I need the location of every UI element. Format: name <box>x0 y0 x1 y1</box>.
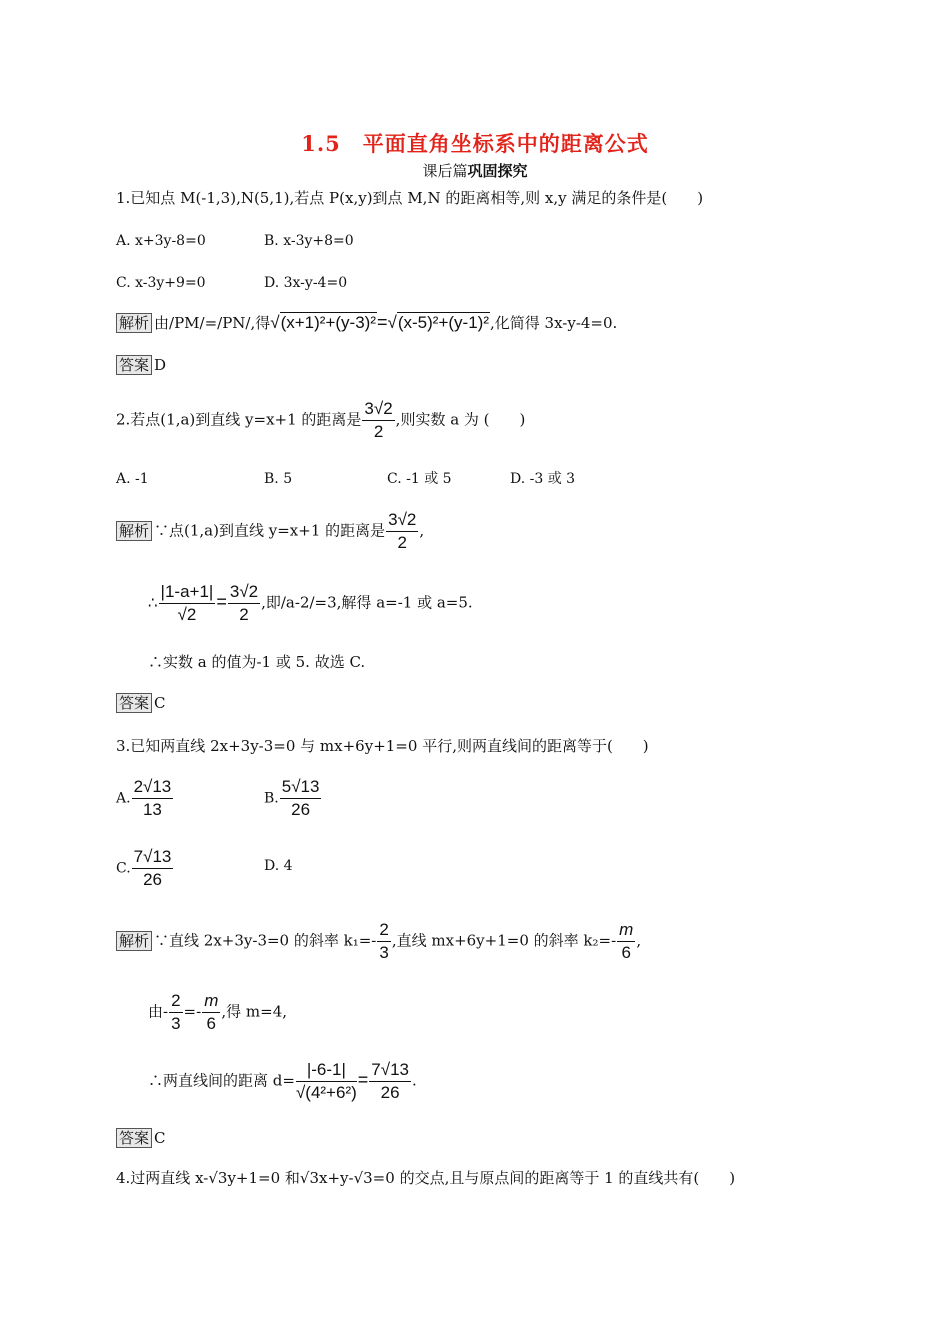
q2-sol1-fraction: $\frac{3√2}{2}$ <box>388 510 417 552</box>
q1-option-d: D. 3x-y-4=0 <box>264 275 348 291</box>
q3-stem: 3.已知两直线 2x+3y-3=0 与 mx+6y+1=0 平行,则两直线间的距离等于( ) <box>116 737 649 755</box>
q2-sol2-fraction-right: $\frac{3√2}{2}$ <box>229 582 259 624</box>
q2-stem-pre: 2.若点(1,a)到直线 y=x+1 的距离是 <box>116 410 362 429</box>
q2-stem-post: ,则实数 a 为 ( ) <box>395 410 526 429</box>
q3-option-b-fraction: $\frac{5√13}{26}$ <box>281 777 320 819</box>
answer-tag: 答案 <box>116 1128 152 1148</box>
q3-sol3-fraction-right: $\frac{7√13}{26}$ <box>371 1060 409 1102</box>
q2-option-b: B. 5 <box>264 471 293 487</box>
q2-answer-value: C <box>154 694 166 712</box>
q1-sol-radical-2: √(x-5)²+(y-1)² <box>387 313 489 332</box>
q2-solution-1 <box>116 509 424 554</box>
q2-option-c: C. -1 或 5 <box>387 471 452 487</box>
q2-option-d: D. -3 或 3 <box>510 471 576 487</box>
q4-stem: 4.过两直线 x-√3y+1=0 和√3x+y-√3=0 的交点,且与原点间的距离等于 1 的直线共有( ) <box>116 1169 736 1187</box>
q3-sol2-post: ,得 m=4, <box>221 1002 287 1021</box>
q3-solution-3 <box>148 1059 417 1104</box>
q3-sol2-fraction-2: $\frac{m}{6}$ <box>204 991 219 1033</box>
q2-stem <box>116 398 525 443</box>
q3-sol3-post: . <box>411 1071 417 1090</box>
q1-option-a: A. x+3y-8=0 <box>116 233 206 249</box>
q1-sol-pre: 由/PM/=/PN/,得 <box>154 314 271 332</box>
subtitle-bold: 巩固探究 <box>467 162 528 180</box>
q3-solution-1 <box>116 919 641 964</box>
answer-tag: 答案 <box>116 355 152 375</box>
q1-option-b: B. x-3y+8=0 <box>264 233 354 249</box>
q2-solution-3: ∴实数 a 的值为-1 或 5. 故选 C. <box>148 653 366 671</box>
analysis-tag: 解析 <box>116 313 152 333</box>
page-subtitle <box>0 160 950 181</box>
q2-sol2-post: ,即/a-2/=3,解得 a=-1 或 a=5. <box>261 593 473 612</box>
q3-sol1-mid: ,直线 mx+6y+1=0 的斜率 k₂=- <box>391 931 617 950</box>
q2-solution-2 <box>148 581 473 626</box>
q1-sol-post: ,化简得 3x-y-4=0. <box>490 314 618 332</box>
q3-sol1-pre: ∵直线 2x+3y-3=0 的斜率 k₁=- <box>154 931 377 950</box>
q1-solution <box>116 312 617 333</box>
q2-answer <box>116 693 166 713</box>
q3-option-a: A. $\frac{2√13}{13}$ <box>116 777 172 819</box>
q1-sol-radical-1: √(x+1)²+(y-3)² <box>270 313 376 332</box>
q3-sol3-pre: ∴两直线间的距离 d= <box>148 1071 295 1090</box>
q3-option-c: C. $\frac{7√13}{26}$ <box>116 847 172 889</box>
analysis-tag: 解析 <box>116 931 152 951</box>
q3-sol3-fraction-left: $\frac{|-6-1|}{\text{√(4²+6²)}}$ <box>295 1060 357 1102</box>
q3-sol2-mid: =- <box>183 1002 202 1021</box>
q2-sol1-pre: ∵点(1,a)到直线 y=x+1 的距离是 <box>154 521 386 540</box>
q2-option-a: A. -1 <box>116 471 149 487</box>
q3-sol3-eq: = <box>357 1069 369 1090</box>
q3-option-a-fraction: $\frac{2√13}{13}$ <box>133 777 172 819</box>
q1-option-c: C. x-3y+9=0 <box>116 275 206 291</box>
subtitle-plain: 课后篇 <box>422 162 468 180</box>
q1-stem: 1.已知点 M(-1,3),N(5,1),若点 P(x,y)到点 M,N 的距离相等,则 x,y 满足的条件是( ) <box>116 189 704 207</box>
q2-sol2-fraction-left: $\frac{|1-a+1|}{√2}$ <box>160 582 214 624</box>
answer-tag: 答案 <box>116 693 152 713</box>
q2-sol2-eq: = <box>216 591 227 612</box>
q3-option-c-fraction: $\frac{7√13}{26}$ <box>133 847 172 889</box>
q3-sol1-fraction-2: $\frac{m}{6}$ <box>619 920 634 962</box>
q3-answer <box>116 1128 166 1148</box>
q3-option-d: D. 4 <box>264 858 293 874</box>
q3-solution-2 <box>148 990 287 1035</box>
q1-answer-value: D <box>154 356 167 374</box>
q3-sol1-post: , <box>636 931 642 950</box>
page-title: 1.5 平面直角坐标系中的距离公式 <box>301 131 649 156</box>
q2-stem-fraction: $\frac{3√2}{2}$ <box>364 399 393 441</box>
q3-answer-value: C <box>154 1129 166 1147</box>
q3-sol1-fraction-1: $\frac{2}{3}$ <box>379 920 389 962</box>
q2-sol2-pre: ∴ <box>148 593 158 612</box>
q1-sol-eq: = <box>377 312 388 332</box>
q2-sol1-post: , <box>419 521 425 540</box>
q3-option-b: B. $\frac{5√13}{26}$ <box>264 777 320 819</box>
q3-sol2-fraction-1: $\frac{2}{3}$ <box>171 991 181 1033</box>
q1-answer <box>116 355 166 375</box>
q3-sol2-pre: 由- <box>148 1002 169 1021</box>
analysis-tag: 解析 <box>116 521 152 541</box>
